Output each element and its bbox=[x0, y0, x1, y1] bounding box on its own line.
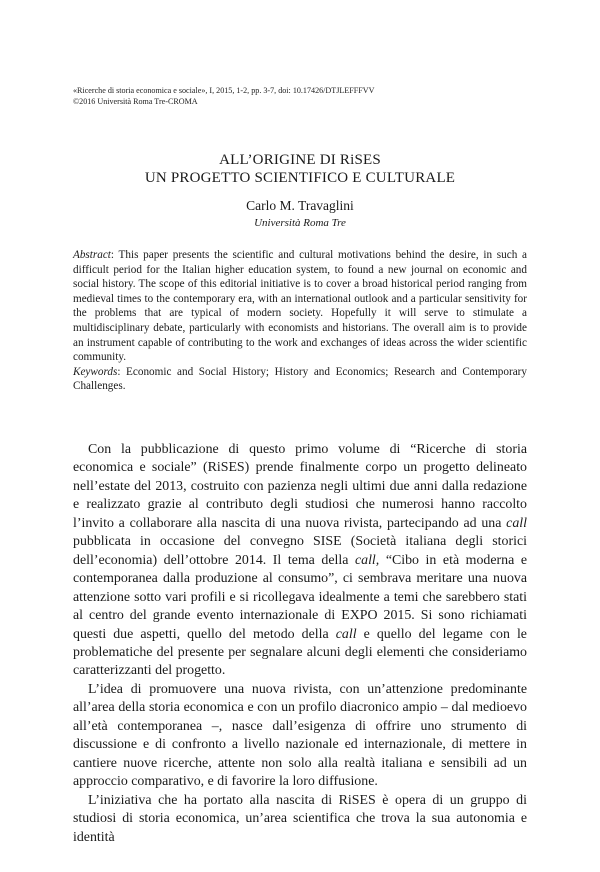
keywords-label: Keywords bbox=[73, 365, 118, 378]
keywords-text: : Economic and Social History; History and Economics; Research and Contemporary Challenges. bbox=[73, 365, 527, 393]
title-block bbox=[73, 151, 527, 230]
body-paragraph-3: L’iniziativa che ha portato alla nascita di RiSES è opera di un gruppo di studiosi di storia economica, un’area scientifica che trova la sua autonomia e identità bbox=[73, 792, 527, 845]
copyright-line: ©2016 Università Roma Tre-CROMA bbox=[73, 97, 198, 106]
keywords-paragraph bbox=[73, 365, 527, 394]
article-title-line-1: ALL’ORIGINE DI RiSES bbox=[219, 152, 381, 168]
article-title-line-2: UN PROGETTO SCIENTIFICO E CULTURALE bbox=[144, 170, 456, 186]
abstract-section bbox=[73, 248, 527, 394]
body-paragraph-1 bbox=[73, 441, 527, 681]
body-text-segment: pubblicata in occasione del convegno SISE (Società italiana degli storici dell’economia) dell’ottobre 2014. Il tema della bbox=[73, 534, 527, 568]
body-paragraph-2: L’idea di promuovere una nuova rivista, con un’attenzione predominante all’area della storia economica e con un profilo diacronico ampio – dal medioevo all’età contemporanea –, nasce dall’esigenza di offrire uno strumento di discussione e di confronto a livello nazionale ed internazionale, di mettere in cantiere nuove ricerche, attente non solo alla realtà italiana e sensibili ad un approccio comparativo, e di favorire la loro diffusione. bbox=[73, 681, 527, 790]
body-text-segment: Con la pubblicazione di questo primo volume di “Ricerche di storia economica e sociale” (RiSES) prende finalmente corpo un progetto delineato nell’estate del 2013, costruito con pazienza negli ultimi due anni dalla redazione e realizzato grazie al contributo degli studiosi che numerosi hanno raccolto l’invito a collaborare alla nascita di una nuova rivista, partecipando ad una bbox=[73, 442, 527, 531]
body-text-segment: “Cibo in età moderna e contemporanea dalla produzione al consumo”, ci sembrava meritare una nuova attenzione sotto vari profili e si ricollegava idealmente a temi che sarebbero stati al centro del grande evento internazionale di EXPO 2015. Si sono richiamati questi due aspetti, quello del metodo della bbox=[73, 552, 527, 642]
abstract-paragraph bbox=[73, 248, 527, 365]
body-italic-term: call bbox=[335, 626, 357, 642]
abstract-text: : This paper presents the scientific and cultural motivations behind the desire, in such a difficult period for the Italian higher education system, to found a new journal on economic and social history. The scope of this editorial initiative is to cover a broad historical period ranging from medieval times to the contemporary era, with an international outlook and a particular sensitivity for the problems that are typical of modern society. Hopefully it will serve to stimulate a multidisciplinary debate, particularly with economists and historians. The overall aim is to provide an instrument capable of contributing to the work and exchanges of ideas across the wider scientific community. bbox=[73, 249, 527, 364]
body-text-segment: e quello del legame con le problematiche del presente per segnalare alcuni degli elementi che consideriamo caratterizzanti del progetto. bbox=[73, 626, 527, 679]
author-name: Carlo M. Travaglini bbox=[246, 198, 354, 213]
abstract-label: Abstract bbox=[73, 249, 111, 261]
author-affiliation: Università Roma Tre bbox=[254, 217, 346, 229]
body-italic-term: call bbox=[506, 515, 527, 531]
body-italic-term: call, bbox=[354, 552, 380, 568]
citation-header bbox=[73, 85, 533, 107]
citation-line: «Ricerche di storia economica e sociale», I, 2015, 1-2, pp. 3-7, doi: 10.17426/DTJLEFFFVV bbox=[73, 86, 375, 95]
article-body bbox=[73, 441, 527, 847]
